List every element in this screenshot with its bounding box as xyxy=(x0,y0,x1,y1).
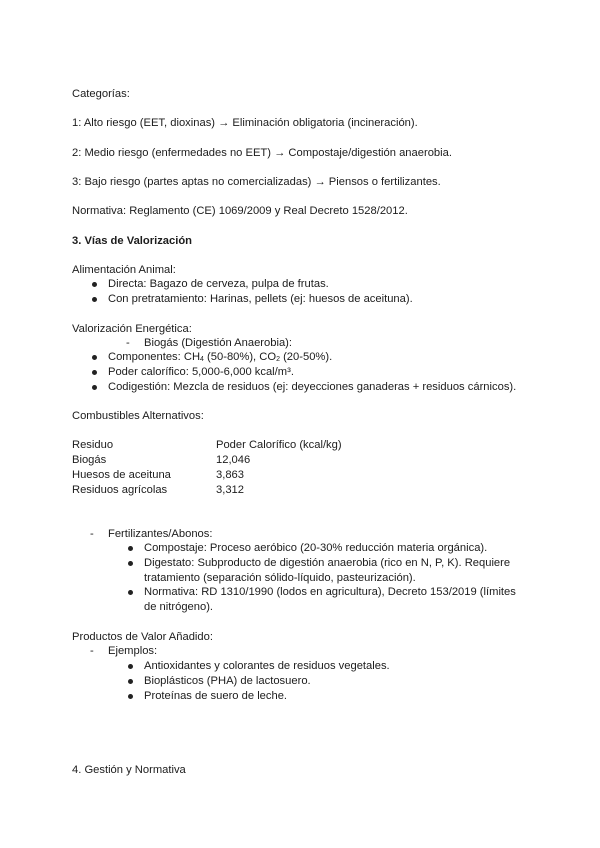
bullet-icon xyxy=(128,590,133,595)
bullet-icon xyxy=(128,561,133,566)
productos-title: Productos de Valor Añadido: xyxy=(72,631,213,643)
table-cell: Biogás xyxy=(72,454,107,466)
biogas-item: Biogás (Digestión Anaerobia): xyxy=(144,337,293,349)
fertilizantes-normativa-l1: Normativa: RD 1310/1990 (lodos en agricultura), Decreto 153/2019 (límites xyxy=(144,586,516,598)
componentes-mid: (50-80%), CO xyxy=(203,351,277,363)
dash-marker: - xyxy=(90,528,94,540)
energetica-title: Valorización Energética: xyxy=(72,323,192,335)
section-4-heading: 4. Gestión y Normativa xyxy=(72,764,186,776)
categorias-normativa: Normativa: Reglamento (CE) 1069/2009 y Real Decreto 1528/2012. xyxy=(72,205,408,217)
bullet-icon xyxy=(128,546,133,551)
alimentacion-title: Alimentación Animal: xyxy=(72,264,176,276)
fertilizantes-digestato-l2: tratamiento (separación sólido-líquido, pasteurización). xyxy=(144,572,416,584)
bullet-icon xyxy=(128,679,133,684)
bullet-icon xyxy=(92,385,97,390)
table-header-residuo: Residuo xyxy=(72,439,114,451)
producto-item: Antioxidantes y colorantes de residuos vegetales. xyxy=(144,660,390,672)
bullet-icon xyxy=(92,297,97,302)
categorias-title: Categorías: xyxy=(72,88,130,100)
bullet-icon xyxy=(128,694,133,699)
producto-item: Proteínas de suero de leche. xyxy=(144,690,288,702)
alimentacion-directa: Directa: Bagazo de cerveza, pulpa de frutas. xyxy=(108,278,329,290)
fertilizantes-normativa-l2: de nitrógeno). xyxy=(144,601,214,613)
categoria-2: 2: Medio riesgo (enfermedades no EET) → Compostaje/digestión anaerobia. xyxy=(72,147,452,159)
fertilizantes-title: Fertilizantes/Abonos: xyxy=(108,528,213,540)
productos-ejemplos: Ejemplos: xyxy=(108,645,158,657)
section-3-heading: 3. Vías de Valorización xyxy=(72,235,193,247)
biogas-codigestion: Codigestión: Mezcla de residuos (ej: deyecciones ganaderas + residuos cárnicos). xyxy=(108,381,517,393)
dash-marker: - xyxy=(90,645,94,657)
categoria-3: 3: Bajo riesgo (partes aptas no comercializadas) → Piensos o fertilizantes. xyxy=(72,176,441,188)
categoria-1: 1: Alto riesgo (EET, dioxinas) → Eliminación obligatoria (incineración). xyxy=(72,117,418,129)
fertilizantes-digestato-l1: Digestato: Subproducto de digestión anaerobia (rico en N, P, K). Requiere xyxy=(144,557,511,569)
co2-subscript: 2 xyxy=(276,356,280,363)
dash-marker: - xyxy=(126,337,130,349)
alimentacion-pretratamiento: Con pretratamiento: Harinas, pellets (ej: huesos de aceituna). xyxy=(108,293,413,305)
table-cell: Huesos de aceituna xyxy=(72,469,171,481)
table-cell: 3,312 xyxy=(216,484,244,496)
bullet-icon xyxy=(92,370,97,375)
ch4-subscript: 4 xyxy=(200,356,204,363)
bullet-icon xyxy=(92,355,97,360)
table-cell: 12,046 xyxy=(216,454,251,466)
bullet-icon xyxy=(92,282,97,287)
producto-item: Bioplásticos (PHA) de lactosuero. xyxy=(144,675,311,687)
table-header-poder: Poder Calorífico (kcal/kg) xyxy=(216,439,342,451)
table-cell: Residuos agrícolas xyxy=(72,484,168,496)
combustibles-title: Combustibles Alternativos: xyxy=(72,410,204,422)
table-cell: 3,863 xyxy=(216,469,244,481)
componentes-suffix: (20-50%). xyxy=(279,351,333,363)
bullet-icon xyxy=(128,664,133,669)
biogas-poder: Poder calorífico: 5,000-6,000 kcal/m³. xyxy=(108,366,294,378)
fertilizantes-compostaje: Compostaje: Proceso aeróbico (20-30% reducción materia orgánica). xyxy=(144,542,488,554)
componentes-prefix: Componentes: CH xyxy=(108,351,201,363)
